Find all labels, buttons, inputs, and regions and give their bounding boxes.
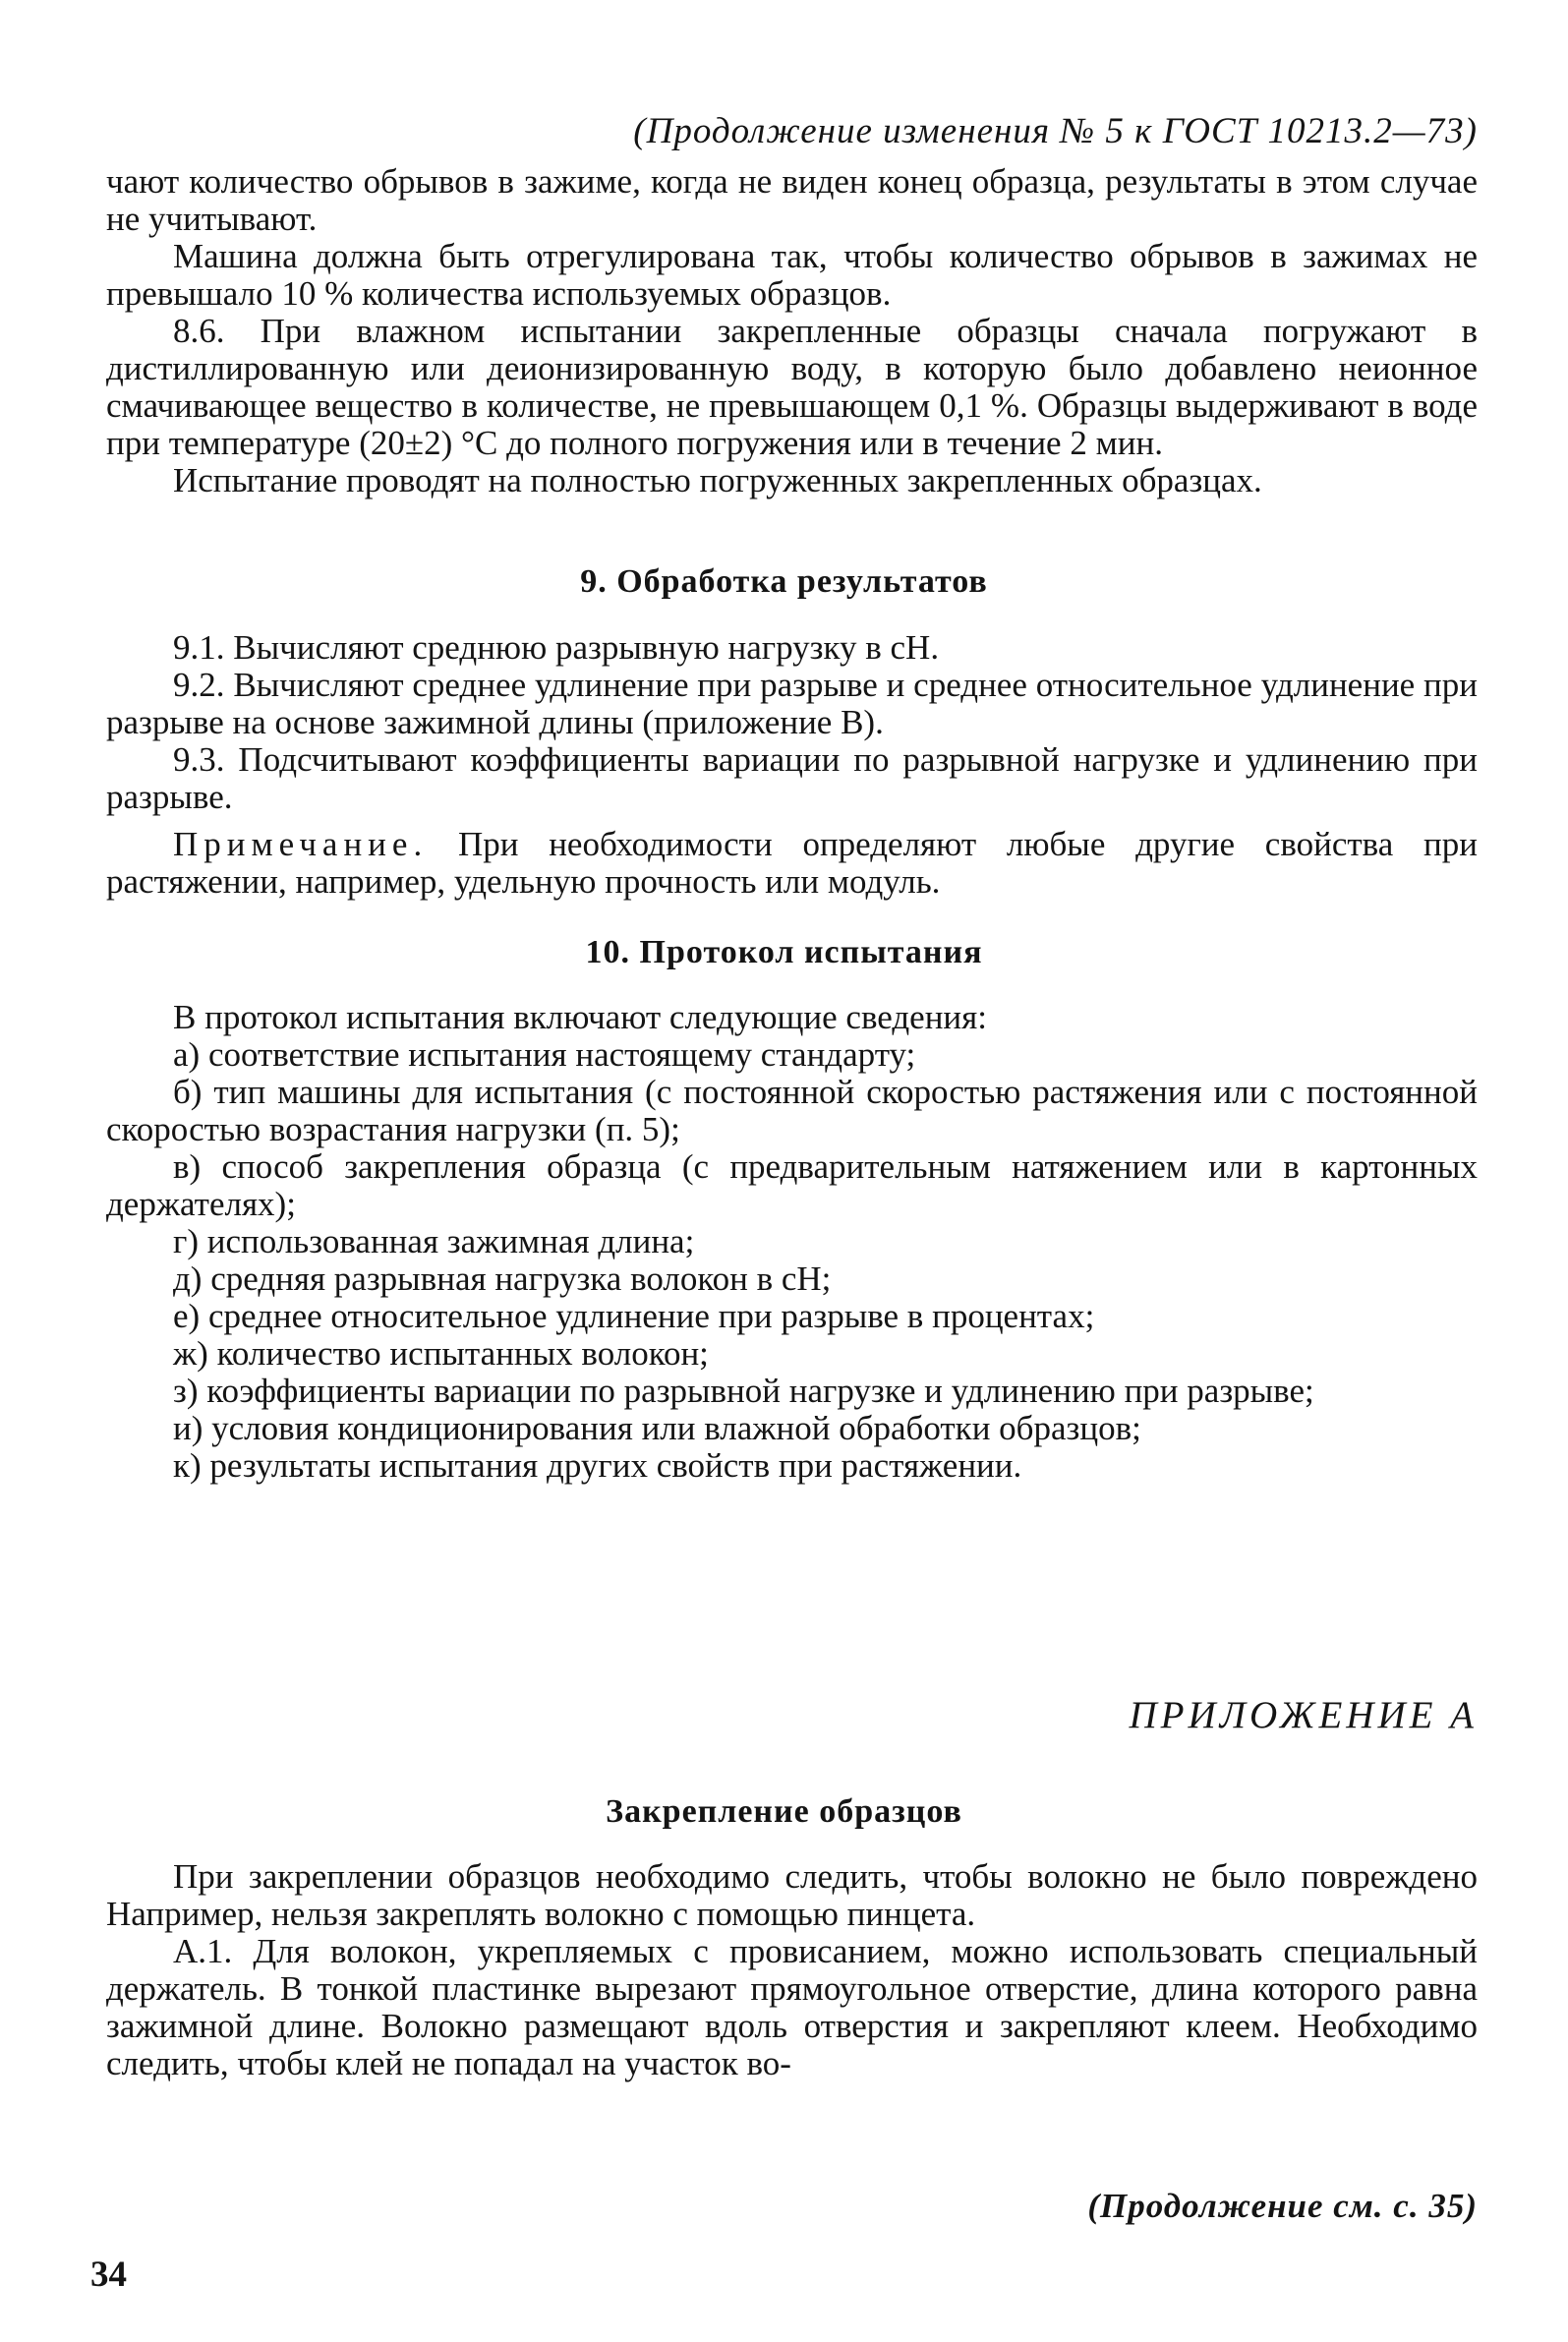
header-continuation: (Продолжение изменения № 5 к ГОСТ 10213.2—73) <box>633 111 1478 151</box>
protocol-item: з) коэффициенты вариации по разрывной нагрузке и удлинению при разрыве; <box>173 1372 1314 1410</box>
footer-continuation: (Продолжение см. с. 35) <box>1087 2187 1478 2225</box>
page-number: 34 <box>90 2254 127 2295</box>
intro-paragraph-1: чают количество обрывов в зажиме, когда не виден конец образца, результаты в этом случае не учитывают. <box>106 162 1478 238</box>
protocol-item: г) использованная зажимная длина; <box>173 1222 695 1260</box>
section-9-item-1: 9.1. Вычисляют среднюю разрывную нагрузку в сН. <box>173 628 940 667</box>
protocol-item: е) среднее относительное удлинение при разрыве в процентах; <box>173 1297 1095 1335</box>
section-9-item-3: 9.3. Подсчитывают коэффициенты вариации по разрывной нагрузке и удлинению при разрыве. <box>106 740 1478 816</box>
intro-paragraph-2: Машина должна быть отрегулирована так, чтобы количество обрывов в зажимах не превышало 10 % количества используемых образцов. <box>106 237 1478 313</box>
section-10-intro: В протокол испытания включают следующие сведения: <box>173 998 987 1036</box>
section-10-block <box>106 999 1478 1485</box>
section-9-title: 9. Обработка результатов <box>580 563 988 600</box>
protocol-item: б) тип машины для испытания (с постоянной скоростью растяжения или с постоянной скоростью возрастания нагрузки (п. 5); <box>106 1073 1478 1148</box>
intro-paragraph-4: Испытание проводят на полностью погруженных закрепленных образцах. <box>173 461 1262 499</box>
protocol-item: а) соответствие испытания настоящему стандарту; <box>173 1035 916 1074</box>
appendix-block <box>106 1858 1478 2082</box>
appendix-title: Закрепление образцов <box>606 1793 962 1830</box>
intro-block <box>106 163 1478 499</box>
section-9-item-2: 9.2. Вычисляют среднее удлинение при разрыве и среднее относительное удлинение при разрыве на основе зажимной длины (приложение В). <box>106 666 1478 741</box>
protocol-item: ж) количество испытанных волокон; <box>173 1334 709 1373</box>
section-9-block <box>106 629 1478 816</box>
section-10-title: 10. Протокол испытания <box>585 934 983 970</box>
protocol-item: д) средняя разрывная нагрузка волокон в сН; <box>173 1259 832 1298</box>
protocol-item: и) условия кондиционирования или влажной обработки образцов; <box>173 1409 1141 1447</box>
protocol-item: в) способ закрепления образца (с предварительным натяжением или в картонных держателях); <box>106 1147 1478 1223</box>
note-label: Примечание. <box>173 825 429 863</box>
appendix-paragraph-2: А.1. Для волокон, укрепляемых с провисанием, можно использовать специальный держатель. В тонкой пластинке вырезают прямоугольное отверстие, длина которого равна зажимной длине. Волокно размещают вдоль отверстия и закрепляют клеем. Необходимо следить, чтобы клей не попадал на участок во- <box>106 1932 1478 2082</box>
note-text: При необходимости определяют любые другие свойства при растяжении, например, удельную прочность или модуль. <box>106 825 1478 901</box>
section-9-note <box>106 826 1478 901</box>
protocol-item: к) результаты испытания других свойств при растяжении. <box>173 1446 1022 1485</box>
intro-paragraph-3: 8.6. При влажном испытании закрепленные образцы сначала погружают в дистиллированную или деионизированную воду, в которую было добавлено неионное смачивающее вещество в количестве, не превышающем 0,1 %. Образцы выдерживают в воде при температуре (20±2) °С до полного погружения или в течение 2 мин. <box>106 312 1478 462</box>
appendix-label: ПРИЛОЖЕНИЕ А <box>1129 1694 1478 1736</box>
appendix-paragraph-1: При закреплении образцов необходимо следить, чтобы волокно не было повреждено Например, нельзя закреплять волокно с помощью пинцета. <box>106 1857 1478 1933</box>
